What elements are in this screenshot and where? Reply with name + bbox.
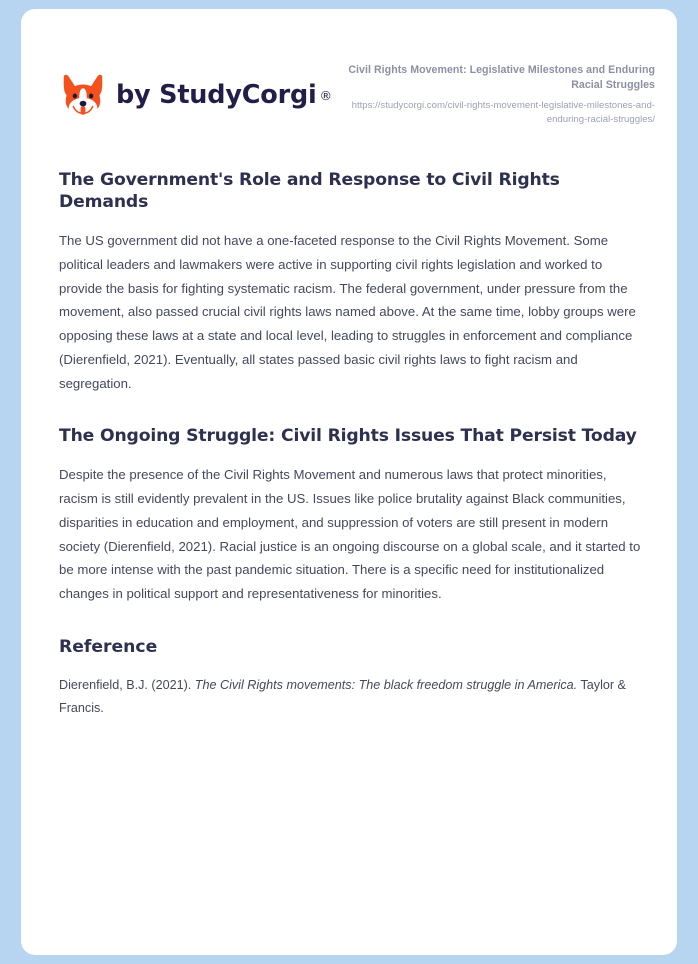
document-meta: [335, 63, 655, 127]
brand-wordmark: by StudyCorgi: [116, 80, 317, 110]
section-paragraph-ongoing-struggle: Despite the presence of the Civil Rights Movement and numerous laws that protect minorities, racism is still evidently prevalent in the US. Issues like police brutality against Black communities, disparities in education and employment, and suppression of voters are still present in modern society (Dierenfield, 2021). Racial justice is an ongoing discourse on a global scale, and it started to be more intense with the past pandemic situation. There is a specific need for institutionalized changes in political support and representativeness for minorities.: [59, 467, 641, 602]
section-heading-government-role: The Government's Role and Response to Civil Rights Demands: [59, 170, 560, 213]
document-page-sheet: [21, 9, 677, 955]
registered-trademark-icon: ®: [319, 87, 333, 103]
reference-title: The Civil Rights movements: The black freedom struggle in America.: [194, 678, 578, 693]
document-title: Civil Rights Movement: Legislative Milestones and Enduring Racial Struggles: [348, 64, 655, 92]
document-url[interactable]: https://studycorgi.com/civil-rights-movement-legislative-milestones-and-enduring-racial-struggles/: [351, 100, 655, 125]
article-content: [59, 169, 649, 720]
reference-author-year: Dierenfield, B.J. (2021).: [59, 678, 192, 693]
reference-entry: [59, 674, 649, 720]
article-section: [59, 425, 649, 606]
section-heading-ongoing-struggle: The Ongoing Struggle: Civil Rights Issues That Persist Today: [59, 426, 637, 447]
reference-section: [59, 636, 649, 720]
corgi-logo-icon: [59, 71, 107, 119]
document-header: [21, 9, 677, 149]
brand-logo-block[interactable]: [59, 71, 332, 119]
section-paragraph-government-role: The US government did not have a one-faceted response to the Civil Rights Movement. Some political leaders and lawmakers were active in supporting civil rights legislation and worked to provide the basis for fighting systematic racism. The federal government, under pressure from the movement, also passed crucial civil rights laws named above. At the same time, lobby groups were opposing these laws at a state and local level, leading to struggles in enforcement and compliance (Dierenfield, 2021). Eventually, all states passed basic civil rights laws to fight racism and segregation.: [59, 233, 636, 391]
reference-publisher: Taylor & Francis.: [59, 678, 626, 715]
article-section: [59, 169, 649, 395]
reference-heading: Reference: [59, 637, 158, 657]
